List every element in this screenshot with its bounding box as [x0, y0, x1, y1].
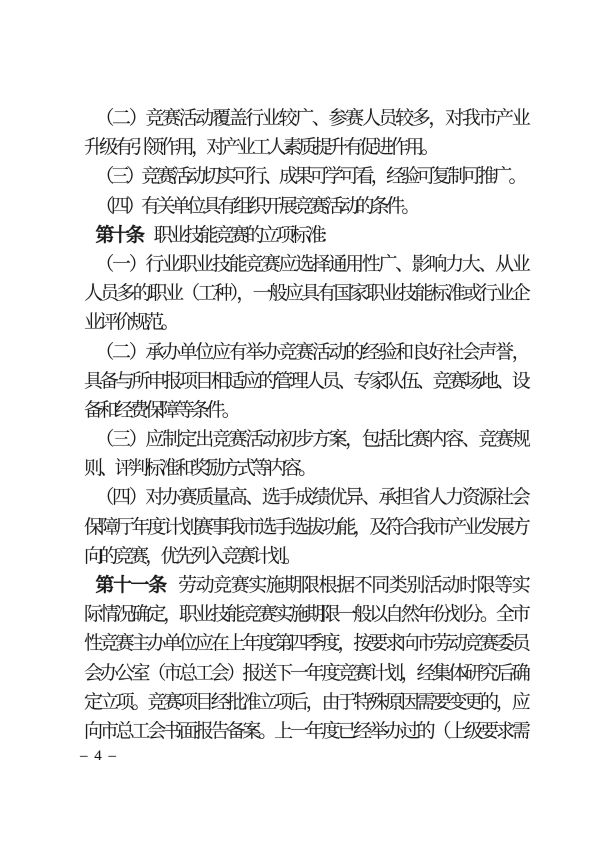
text-line — [84, 104, 527, 133]
text-line — [84, 425, 527, 454]
text-line — [84, 338, 527, 367]
page-number: – 4 – — [80, 748, 118, 764]
paragraph — [84, 571, 527, 746]
text-line — [84, 279, 527, 308]
text-line — [84, 192, 527, 221]
document-body — [84, 104, 527, 746]
article-number: 第十条 — [95, 224, 142, 246]
paragraph — [84, 221, 527, 250]
text-segment: 定立项。竞赛项目经批准立项后，由于特殊原因需要变更的，应 — [84, 691, 527, 713]
text-segment: 向的竞赛，优先列入竞赛计划。 — [84, 545, 299, 567]
text-line — [84, 221, 527, 250]
text-line — [84, 162, 527, 191]
paragraph — [84, 483, 527, 571]
paragraph — [84, 104, 527, 162]
paragraph — [84, 192, 527, 221]
text-segment: 备和经费保障等条件。 — [84, 399, 238, 421]
text-segment: （一）行业职业技能竞赛应选择通用性广、影响力大、从业 — [95, 253, 527, 275]
text-line — [84, 133, 527, 162]
text-line — [84, 688, 527, 717]
text-line — [84, 308, 527, 337]
text-line — [84, 600, 527, 629]
text-line — [84, 542, 527, 571]
text-line — [84, 483, 527, 512]
article-number: 第十一条 — [95, 575, 166, 596]
text-line — [84, 571, 527, 600]
text-segment: 业评价规范。 — [84, 312, 176, 334]
text-segment: （三）竞赛活动切实可行、成果可学可看，经验可复制可推广。 — [95, 166, 524, 188]
paragraph — [84, 162, 527, 191]
text-segment: 则、评判标准和奖励方式等内容。 — [84, 458, 314, 480]
text-segment: 具备与所申报项目相适应的管理人员、专家队伍、竞赛场地、设 — [84, 370, 527, 392]
text-line — [84, 454, 527, 483]
text-segment: （三）应制定出竞赛活动初步方案，包括比赛内容、竞赛规 — [95, 429, 527, 451]
text-segment: 向市总工会书面报告备案。上一年度已经举办过的（上级要求需 — [84, 720, 527, 742]
paragraph — [84, 250, 527, 338]
text-segment: 际情况确定，职业技能竞赛实施期限一般以自然年份划分。全市 — [84, 604, 527, 626]
text-line — [84, 629, 527, 658]
text-segment: 性竞赛主办单位应在上年度第四季度，按要求向市劳动竞赛委员 — [84, 633, 527, 655]
text-segment: （二）承办单位应有举办竞赛活动的经验和良好社会声誉， — [95, 341, 527, 363]
text-line — [84, 396, 527, 425]
text-line — [84, 367, 527, 396]
text-segment: 升级有引领作用，对产业工人素质提升有促进作用。 — [84, 137, 436, 159]
text-segment: （二）竞赛活动覆盖行业较广、参赛人员较多，对我市产业 — [95, 108, 527, 129]
text-line — [84, 513, 527, 542]
paragraph — [84, 338, 527, 426]
text-line — [84, 717, 527, 746]
text-segment: 职业技能竞赛的立项标准: — [153, 224, 324, 246]
text-segment: 保障厅年度计划赛事我市选手选拔功能，及符合我市产业发展方 — [84, 516, 527, 538]
text-segment: （四）对办赛质量高、选手成绩优异、承担省人力资源社会 — [95, 487, 527, 509]
paragraph — [84, 425, 527, 483]
text-line — [84, 250, 527, 279]
text-line — [84, 659, 527, 688]
text-segment: （四）有关单位具有组织开展竞赛活动的条件。 — [95, 195, 417, 217]
text-segment: 劳动竞赛实施期限根据不同类别活动时限等实 — [178, 575, 527, 596]
text-segment: 会办公室（市总工会）报送下一年度竞赛计划，经集体研究后确 — [84, 662, 527, 684]
text-segment: 人员多的职业（工种），一般应具有国家职业技能标准或行业企 — [84, 283, 527, 305]
